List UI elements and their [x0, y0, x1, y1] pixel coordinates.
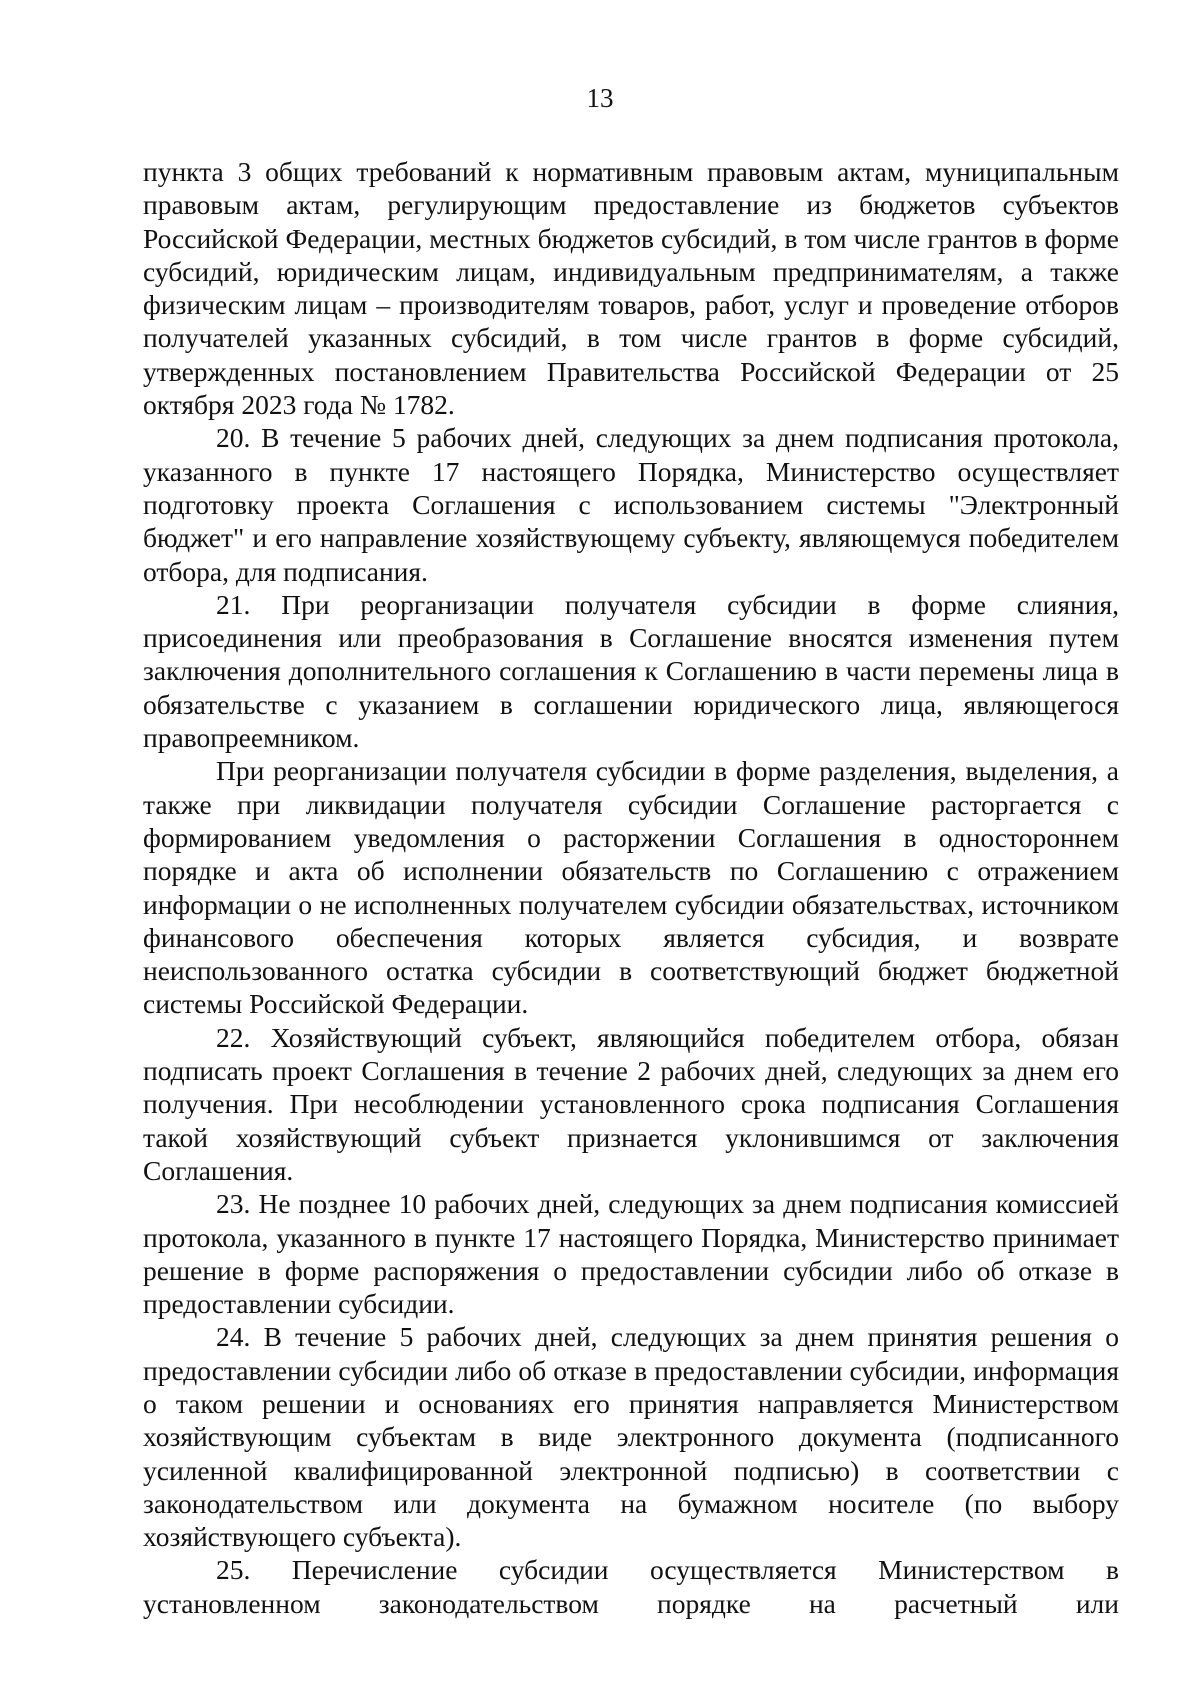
document-body — [143, 155, 1119, 1620]
paragraph-continuation: пункта 3 общих требований к нормативным правовым актам, муниципальным правовым актам, регулирующим предоставление из бюджетов субъектов Российской Федерации, местных бюджетов субсидий, в том числе грантов в форме субсидий, юридическим лицам, индивидуальным предпринимателям, а также физическим лицам – производителям товаров, работ, услуг и проведение отборов получателей указанных субсидий, в том числе грантов в форме субсидий, утвержденных постановлением Правительства Российской Федерации от 25 октября 2023 года № 1782. — [143, 156, 1119, 421]
page-number: 13 — [586, 83, 614, 113]
paragraph-25: 25. Перечисление субсидии осуществляется Министерством в установленном законодательством порядке на расчетный или — [143, 1554, 1119, 1619]
paragraph-21: 21. При реорганизации получателя субсидии в форме слияния, присоединения или преобразования в Соглашение вносятся изменения путем заключения дополнительного соглашения к Соглашению в части перемены лица в обязательстве с указанием в соглашении юридического лица, являющегося правопреемником. — [143, 588, 1119, 754]
paragraph-22: 22. Хозяйствующий субъект, являющийся победителем отбора, обязан подписать проект Соглашения в течение 2 рабочих дней, следующих за днем его получения. При несоблюдении установленного срока подписания Соглашения такой хозяйствующий субъект признается уклонившимся от заключения Соглашения. — [143, 1021, 1119, 1186]
paragraph-23: 23. Не позднее 10 рабочих дней, следующих за днем подписания комиссией протокола, указанного в пункте 17 настоящего Порядка, Министерство принимает решение в форме распоряжения о предоставлении субсидии либо об отказе в предоставлении субсидии. — [143, 1188, 1119, 1320]
paragraph-24: 24. В течение 5 рабочих дней, следующих за днем принятия решения о предоставлении субсидии либо об отказе в предоставлении субсидии, информация о таком решении и основаниях его принятия направляется Министерством хозяйствующим субъектам в виде электронного документа (подписанного усиленной квалифицированной электронной подписью) в соответствии с законодательством или документа на бумажном носителе (по выбору хозяйствующего субъекта). — [143, 1321, 1119, 1553]
paragraph-20: 20. В течение 5 рабочих дней, следующих за днем подписания протокола, указанного в пункте 17 настоящего Порядка, Министерство осуществляет подготовку проекта Соглашения с использованием системы "Электронный бюджет" и его направление хозяйствующему субъекту, являющемуся победителем отбора, для подписания. — [143, 422, 1119, 587]
paragraph-21-second: При реорганизации получателя субсидии в форме разделения, выделения, а также при ликвидации получателя субсидии Соглашение расторгается с формированием уведомления о расторжении Соглашения в одностороннем порядке и акта об исполнении обязательств по Соглашению с отражением информации о не исполненных получателем субсидии обязательствах, источником финансового обеспечения которых является субсидия, и возврате неиспользованного остатка субсидии в соответствующий бюджет бюджетной системы Российской Федерации. — [143, 755, 1119, 1020]
